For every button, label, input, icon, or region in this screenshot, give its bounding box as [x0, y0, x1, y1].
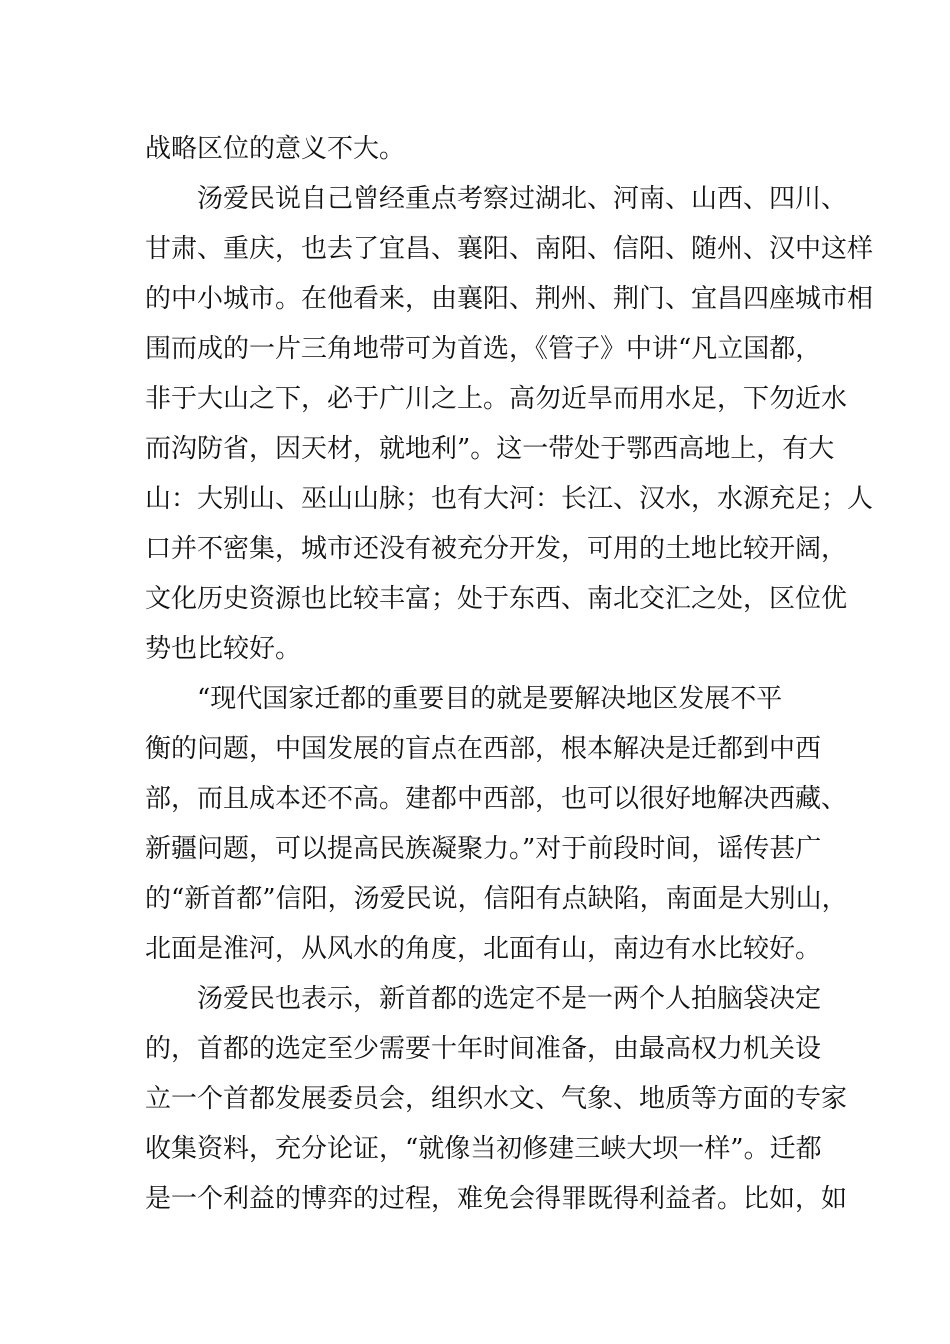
- text-line: 衡的问题，中国发展的盲点在西部，根本解决是迁都到中西: [145, 734, 822, 764]
- body-text: [145, 124, 874, 1224]
- text-line: “现代国家迁都的重要目的就是要解决地区发展不平: [197, 684, 783, 714]
- text-line: 口并不密集，城市还没有被充分开发，可用的土地比较开阔，: [145, 534, 848, 564]
- text-line: 文化历史资源也比较丰富；处于东西、南北交汇之处，区位优: [145, 584, 848, 614]
- text-line: 围而成的一片三角地带可为首选，《管子》中讲“凡立国都，: [145, 334, 822, 364]
- text-line: 势也比较好。: [145, 634, 302, 664]
- text-line: 部，而且成本还不高。建都中西部，也可以很好地解决西藏、: [145, 784, 848, 814]
- text-line: 是一个利益的博弈的过程，难免会得罪既得利益者。比如，如: [145, 1184, 848, 1214]
- text-line: 汤爱民说自己曾经重点考察过湖北、河南、山西、四川、: [197, 184, 848, 214]
- text-line: 新疆问题，可以提高民族凝聚力。”对于前段时间，谣传甚广: [145, 834, 822, 864]
- text-line: 的中小城市。在他看来，由襄阳、荆州、荆门、宜昌四座城市相: [145, 284, 874, 314]
- text-line: 立一个首都发展委员会，组织水文、气象、地质等方面的专家: [145, 1084, 848, 1114]
- text-line: 收集资料，充分论证，“就像当初修建三峡大坝一样”。迁都: [145, 1134, 822, 1164]
- text-line: 甘肃、重庆，也去了宜昌、襄阳、南阳、信阳、随州、汉中这样: [145, 234, 874, 264]
- text-line: 非于大山之下，必于广川之上。高勿近旱而用水足，下勿近水: [145, 384, 848, 414]
- text-line: 的，首都的选定至少需要十年时间准备，由最高权力机关设: [145, 1034, 822, 1064]
- text-line: 而沟防省，因天材，就地利”。这一带处于鄂西高地上，有大: [145, 434, 835, 464]
- text-line: 汤爱民也表示，新首都的选定不是一两个人拍脑袋决定: [197, 984, 822, 1014]
- text-line: 的“新首都”信阳，汤爱民说，信阳有点缺陷，南面是大别山，: [145, 884, 848, 914]
- text-line: 战略区位的意义不大。: [145, 134, 406, 164]
- text-line: 北面是淮河，从风水的角度，北面有山，南边有水比较好。: [145, 934, 822, 964]
- text-line: 山：大别山、巫山山脉；也有大河：长江、汉水，水源充足；人: [145, 484, 874, 514]
